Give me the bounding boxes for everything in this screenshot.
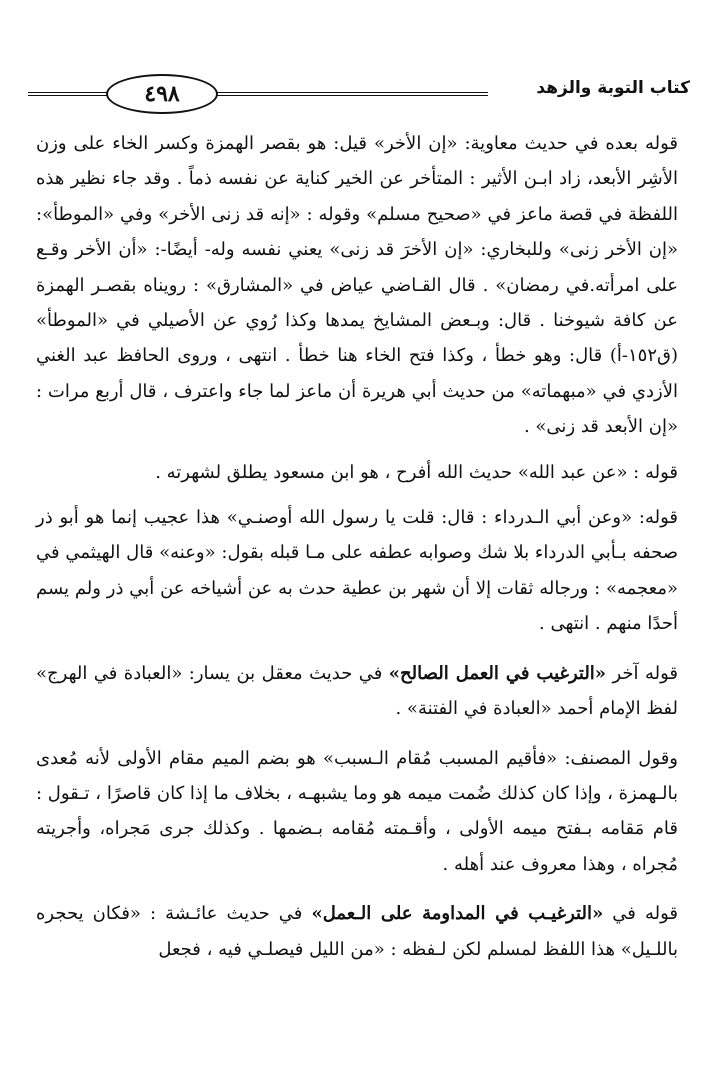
- paragraph-4-chapter-title: «الترغيب في العمل الصالح»: [388, 662, 607, 684]
- paragraph-6-chapter-title: «الترغيـب في المداومة على الـعمل»: [311, 903, 604, 925]
- paragraph-6-text: في حديث عائـشة : «فكان يحجره باللـيل» هذا اللفظ لمسلم لكن لـفظه : «من الليل فيصلـي فيه ، فجعل: [36, 903, 678, 960]
- page-body: [36, 126, 678, 967]
- paragraph-3: قوله: «وعن أبي الـدرداء : قال: قلت يا رسول الله أوصنـي» هذا عجيب إنما هو أبو ذر صحفه بـأبي الدرداء بلا شك وصوابه عطفه على مـا قبله بقول: «وعنه» قال الهيثمي في «معجمه» : ورجاله ثقات إلا أن شهر بن عطية حدث به عن أشياخه عن أبي ذر ولم يسم أحدًا منهم . انتهى .: [36, 507, 678, 635]
- book-title: كتاب التوبة والزهد: [536, 78, 690, 98]
- paragraph-1: قوله بعده في حديث معاوية: «إن الأخر» قيل: هو بقصر الهمزة وكسر الخاء على وزن الأشِر الأبعد، زاد ابـن الأثير : المتأخر عن الخير كناية عن نفسه ذماً . وقد جاء نظير هذه اللفظة في قصة ماعز في «صحيح مسلم» وقوله : «إنه قد زنى الأخر» وفي «الموطأ»: «إن الأخر زنى» وللبخاري: «إن الأخرَ قد زنى» يعني نفسه وله- أيضًا-: «أن الأخر وقـع على امرأته.في رمضان» . قال القـاضي عياض في «المشارق» : رويناه بقصـر الهمزة عن كافة شيوخنا . قال: وبـعض المشايخ يمدها وكذا رُوي عن الأصيلي في «الموطأ» (ق١٥٢-أ) قال: وهو خطأ ، وكذا فتح الخاء هنا خطأ . انتهى ، وروى الحافظ عبد الغني الأزدي في «مبهماته» من حديث أبي هريرة أن ماعز لما جاء واعترف ، قال أربع مرات : «إن الأبعد قد زنى» .: [36, 133, 678, 438]
- page-number: ٤٩٨: [106, 74, 218, 114]
- paragraph-5: وقول المصنف: «فأقيم المسبب مُقام الـسبب» هو بضم الميم مقام الأولى لأنه مُعدى بالـهمزة ، وإذا كان كذلك ضُمت ميمه هو وما يشبهـه ، بخلاف ما إذا كان قاصرًا ، تـقول : قام مَقامه بـفتح ميمه الأولى ، وأقـمته مُقامه بـضمها . وكذلك جرى مَجراه، وأجريته مُجراه ، وهذا معروف عند أهله .: [36, 747, 678, 875]
- paragraph-4-prefix: قوله آخر: [606, 662, 678, 684]
- page-header: [28, 72, 690, 124]
- header-rule-left: [28, 92, 112, 96]
- paragraph-4-text: في حديث معقل بن يسار: «العبادة في الهرج» لفظ الإمام أحمد «العبادة في الفتنة» .: [36, 662, 678, 720]
- paragraph-2: قوله : «عن عبد الله» حديث الله أفرح ، هو ابن مسعود يطلق لشهرته .: [155, 461, 678, 483]
- paragraph-4: [36, 656, 678, 727]
- paragraph-6-prefix: قوله في: [603, 903, 678, 925]
- paragraph-6: [36, 896, 678, 967]
- header-rule-middle: [216, 92, 488, 96]
